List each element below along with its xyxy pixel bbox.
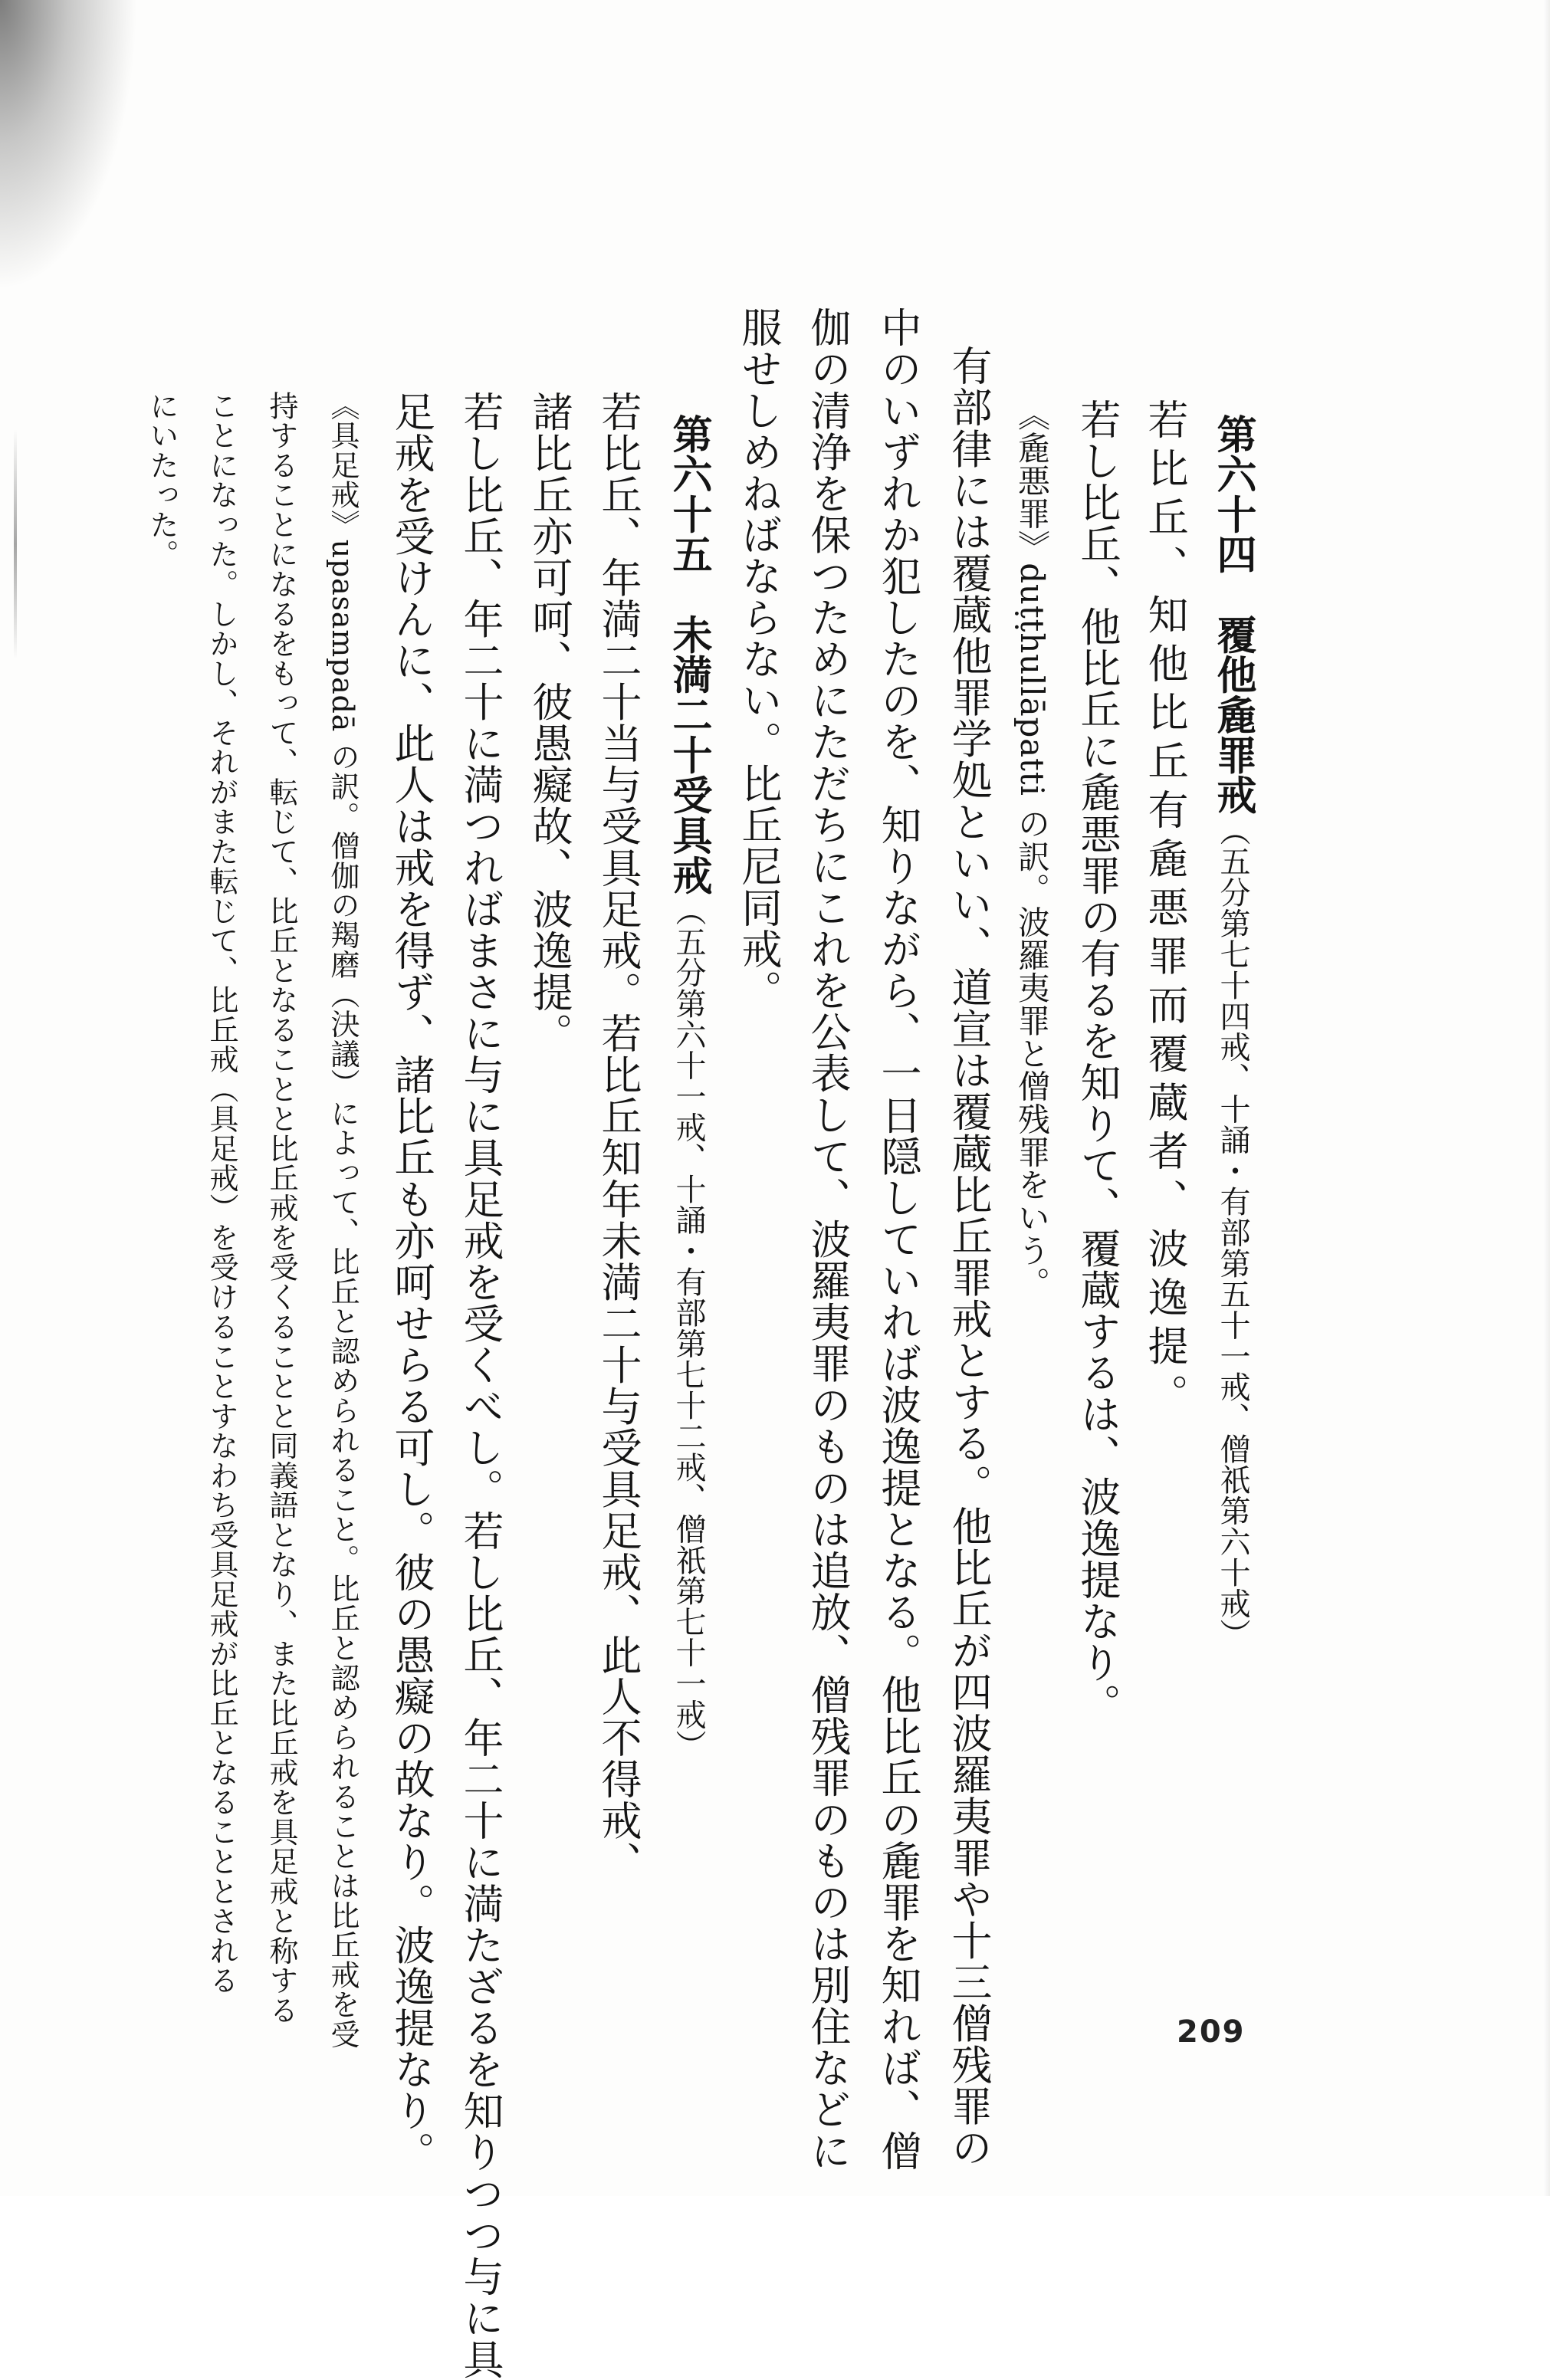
page-edge: [1544, 0, 1550, 2196]
section-64-commentary-line-2: 中のいずれか犯したのを、知りながら、一日隠していれば波逸提となる。他比丘の麁罪を知れば、僧: [875, 307, 921, 2172]
section-64-glossary: 《麁悪罪》duṭṭhullāpatti の訳。波羅夷罪と僧残罪をいう。: [1013, 399, 1051, 1300]
section-64-reading: 若し比丘、他比丘に麁悪罪の有るを知りて、覆蔵するは、波逸提なり。: [1074, 399, 1121, 1725]
section-64-commentary-line-3: 伽の清浄を保つためにただちにこれを公表して、波羅夷罪のものは追放、僧残罪のものは別住などに: [804, 307, 851, 2172]
section-64-heading: 第六十四 覆他麁罪戒: [1210, 414, 1256, 816]
section-64-kanbun: 若比丘、知他比丘有麁悪罪而覆蔵者、波逸提。: [1141, 399, 1188, 1423]
section-65-heading-line: [665, 414, 712, 1761]
section-65-glossary-line-4: にいたった。: [145, 391, 179, 570]
page-number: 209: [1177, 2014, 1246, 2050]
scan-shadow: [0, 0, 138, 291]
section-65-reading-line-1: 若し比丘、年二十に満つればまさに与に具足戒を受くべし。若し比丘、年二十に満たざるを知りつつ与に具: [457, 391, 504, 2380]
scan-edge-mark: [14, 429, 17, 659]
section-65-kanbun-line-1: 若比丘、年満二十当与受具足戒。若比丘知年未満二十与受具足戒、此人不得戒、: [595, 391, 642, 1883]
section-64-heading-line: [1210, 414, 1256, 1650]
section-65-glossary-line-3: ことになった。しかし、それがまた転じて、比丘戒（具足戒）を受けることすなわち受具足戒が比丘となることとされる: [205, 391, 238, 1996]
section-64-heading-note: （五分第七十四戒、十誦・有部第五十一戒、僧祇第六十戒）: [1215, 815, 1250, 1650]
section-65-glossary-line-1: 《具足戒》upasampadā の訳。僧伽の羯磨（決議）によって、比丘と認められること。比丘と認められることは比丘戒を受: [326, 391, 360, 2050]
section-65-kanbun-line-2: 諸比丘亦可呵、彼愚癡故、波逸提。: [526, 391, 573, 1054]
section-64-commentary-line-4: 服せしめねばならない。比丘尼同戒。: [735, 307, 782, 1012]
section-65-glossary-line-2: 持することになるをもって、転じて、比丘となることと比丘戒を受くることと同義語となり、また比丘戒を具足戒と称する: [264, 391, 298, 2025]
section-65-heading: 第六十五 未満二十受具戒: [665, 414, 712, 895]
section-65-reading-line-2: 足戒を受けんに、此人は戒を得ず、諸比丘も亦呵せらる可し。彼の愚癡の故なり。波逸提なり。: [388, 391, 435, 2173]
section-64-commentary-line-1: 有部律には覆蔵他罪学処といい、道宣は覆蔵比丘罪戒とする。他比丘が四波羅夷罪や十三僧残罪の: [945, 345, 992, 2168]
section-65-heading-note: （五分第六十一戒、十誦・有部第七十二戒、僧祇第七十一戒）: [671, 895, 706, 1761]
